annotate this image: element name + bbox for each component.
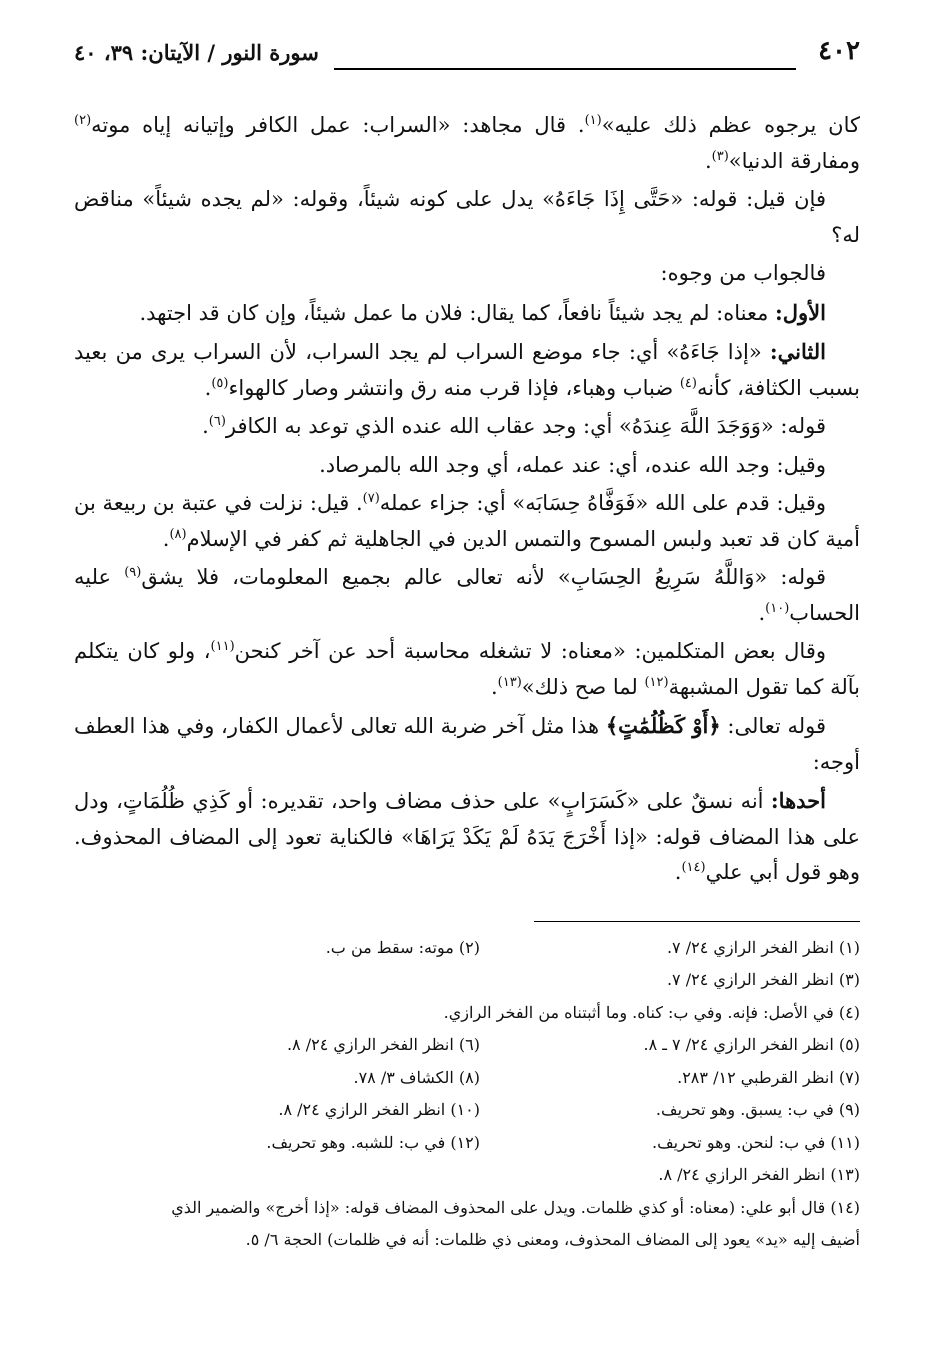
footnote-row bbox=[74, 964, 860, 997]
footnote-ref: (٦) bbox=[208, 414, 226, 429]
footnote: (١١) في ب: لنحن. وهو تحريف. bbox=[652, 1132, 860, 1152]
footnote: (١٠) انظر الفخر الرازي ٢٤/ ٨. bbox=[278, 1100, 480, 1119]
quran-quote: ﴿أَوْ كَظُلُمَٰتٍ﴾ bbox=[605, 713, 721, 738]
footnote: (١٤) قال أبو علي: (معناه: أو كذي ظلمات. ويدل على المحذوف المضاف قوله: «إذا أخرج» والضمير الذي bbox=[171, 1197, 860, 1217]
footnote-ref: (١٤) bbox=[681, 860, 706, 875]
main-text bbox=[74, 108, 860, 891]
footnote-ref: (١) bbox=[584, 113, 602, 128]
footnote-ref: (٤) bbox=[679, 375, 697, 391]
footnote-ref: (١٢) bbox=[644, 674, 669, 690]
footnote: (١٣) انظر الفخر الرازي ٢٤/ ٨. bbox=[658, 1165, 860, 1184]
footnote-ref: (١٣) bbox=[497, 674, 522, 690]
footnote-ref: (٧) bbox=[362, 491, 380, 506]
footnote-row bbox=[74, 1029, 860, 1062]
footnote-ref: (٥) bbox=[211, 375, 229, 391]
page-header bbox=[74, 30, 860, 70]
paragraph: الأول: معناه: لم يجد شيئاً نافعاً، كما يقال: فلان ما عمل شيئاً، وإن كان قد اجتهد. bbox=[139, 299, 826, 325]
footnote-ref: (٣) bbox=[711, 148, 729, 164]
paragraph: قوله تعالى: ﴿أَوْ كَظُلُمَٰتٍ﴾ هذا مثل آخر ضربة الله تعالى لأعمال الكفار، وفي هذا العطف أوجه: bbox=[74, 713, 860, 774]
footnotes bbox=[74, 932, 860, 1257]
paragraph: أحدها: أنه نسقٌ على «كَسَرَابٍ» على حذف مضاف واحد، تقديره: أو كَذِي ظُلُمَاتٍ، ودل على هذا المضاف قوله: «إذا أَخْرَجَ يَدَهُ لَمْ يَكَدْ يَرَاهَا» فالكناية تعود إلى المضاف المحذوف. وهو قول أبي علي$^{(١٤)}$. bbox=[74, 788, 860, 884]
surah-title: سورة النور / الآيتان: ٣٩، ٤٠ bbox=[74, 40, 319, 65]
paragraph: قوله: «وَوَجَدَ اللَّهَ عِندَهُ» أي: وجد عقاب الله عنده الذي توعد به الكافر$^{(٦)}$. bbox=[202, 414, 826, 438]
page-number: ٤٠٢ bbox=[818, 36, 860, 66]
footnote-ref: (٨) bbox=[169, 526, 187, 542]
paragraph: وقيل: وجد الله عنده، أي: عند عمله، أي وجد الله بالمرصاد. bbox=[319, 452, 826, 477]
footnote: (١٢) في ب: للشبه. وهو تحريف. bbox=[266, 1132, 480, 1152]
footnote: (٤) في الأصل: فإنه. وفي ب: كناه. وما أثبتناه من الفخر الرازي. bbox=[443, 1002, 860, 1022]
footnote: (٥) انظر الفخر الرازي ٢٤/ ٧ ـ ٨. bbox=[643, 1035, 860, 1054]
book-page bbox=[74, 30, 860, 1257]
section-label: الثاني: bbox=[769, 339, 826, 364]
footnote: (٩) في ب: يسبق. وهو تحريف. bbox=[655, 1100, 860, 1119]
footnote-row bbox=[74, 997, 860, 1030]
footnote: (٦) انظر الفخر الرازي ٢٤/ ٨. bbox=[286, 1035, 480, 1054]
footnote-continuation: أضيف إليه «يد» يعود إلى المضاف المحذوف، ومعنى ذي ظلمات: أنه في ظلمات) الحجة ٦/ ٥. bbox=[245, 1230, 860, 1249]
footnote: (٣) انظر الفخر الرازي ٢٤/ ٧. bbox=[666, 970, 860, 989]
footnote-ref: (٩) bbox=[124, 565, 142, 580]
header-rule bbox=[334, 68, 796, 70]
paragraph: فالجواب من وجوه: bbox=[660, 261, 826, 285]
footnote-long bbox=[74, 1192, 860, 1257]
footnote: (٢) موته: سقط من ب. bbox=[325, 937, 480, 957]
paragraph: وقال بعض المتكلمين: «معناه: لا تشغله محاسبة أحد عن آخر كنحن$^{(١١)}$، ولو كان يتكلم بآلة كما تقول المشبهة$^{(١٢)}$ لما صح ذلك»$^{(١٣)}$. bbox=[74, 639, 860, 699]
footnote-separator bbox=[534, 921, 860, 922]
paragraph: الثاني: «إذا جَاءَهُ» أي: جاء موضع السراب لم يجد السراب، لأن السراب يرى من بعيد بسبب الكثافة، كأنه$^{(٤)}$ ضباب وهباء، فإذا قرب منه رق وانتشر وصار كالهواء$^{(٥)}$. bbox=[74, 339, 860, 400]
footnote-row bbox=[74, 1094, 860, 1127]
footnote-row bbox=[74, 1159, 860, 1192]
footnote-row bbox=[74, 1062, 860, 1095]
footnote-ref: (٢) bbox=[74, 113, 92, 128]
footnote: (١) انظر الفخر الرازي ٢٤/ ٧. bbox=[666, 937, 860, 957]
footnote-ref: (١٠) bbox=[765, 600, 790, 616]
footnote-row bbox=[74, 1127, 860, 1160]
footnote-ref: (١١) bbox=[210, 639, 235, 654]
paragraph: كان يرجوه عظم ذلك عليه»$^{(١)}$. قال مجاهد: «السراب: عمل الكافر وإتيانه إياه موته$^{(٢)}$ ومفارقة الدنيا»$^{(٣)}$. bbox=[74, 113, 860, 173]
paragraph: وقيل: قدم على الله «فَوَفَّاهُ حِسَابَه» أي: جزاء عمله$^{(٧)}$. قيل: نزلت في عتبة بن ربيعة بن أمية كان قد تعبد ولبس المسوح والتمس الدين في الجاهلية ثم كفر في الإسلام$^{(٨)}$. bbox=[74, 491, 860, 551]
footnote: (٨) الكشاف ٣/ ٧٨. bbox=[353, 1067, 480, 1087]
paragraph: فإن قيل: قوله: «حَتَّى إِذَا جَاءَهُ» يدل على كونه شيئاً، وقوله: «لم يجده شيئاً» مناقض له؟ bbox=[74, 187, 860, 247]
footnote-row bbox=[74, 932, 860, 965]
footnote: (٧) انظر القرطبي ١٢/ ٢٨٣. bbox=[677, 1067, 860, 1087]
section-label: أحدها: bbox=[770, 788, 826, 813]
paragraph: قوله: «وَاللَّهُ سَرِيعُ الحِسَابِ» لأنه تعالى عالم بجميع المعلومات، فلا يشق$^{(٩)}$ عليه الحساب$^{(١٠)}$. bbox=[74, 565, 860, 625]
section-label: الأول: bbox=[775, 299, 826, 325]
